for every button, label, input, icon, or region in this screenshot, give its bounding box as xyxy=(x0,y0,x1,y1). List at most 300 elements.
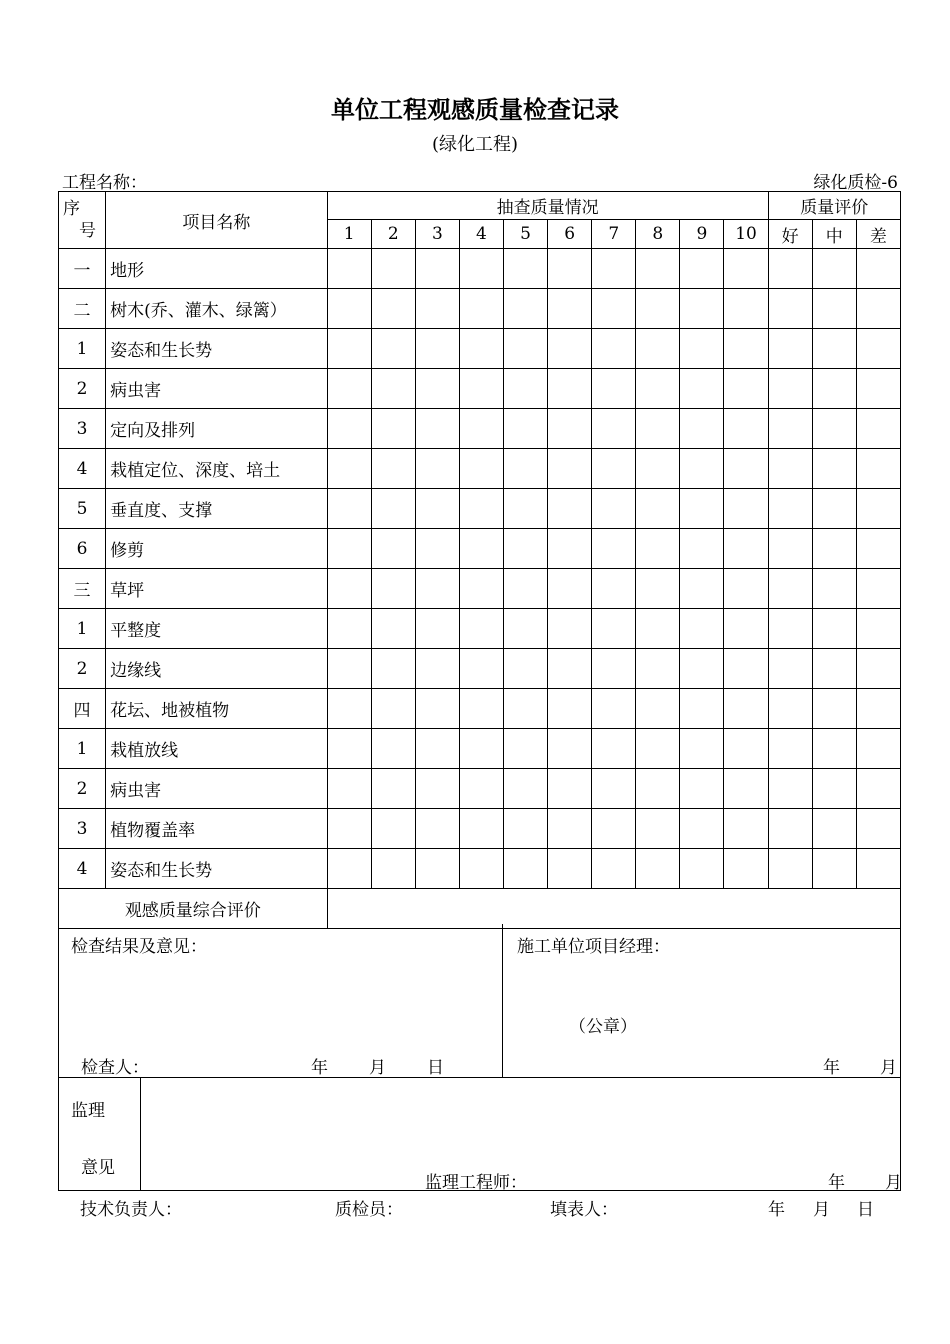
table-cell xyxy=(724,369,768,409)
row-seq: 二 xyxy=(59,289,106,329)
table-cell xyxy=(459,289,503,329)
table-cell xyxy=(592,289,636,329)
table-cell xyxy=(768,649,812,689)
table-row xyxy=(59,329,901,369)
table-cell xyxy=(459,449,503,489)
table-cell xyxy=(371,649,415,689)
table-cell xyxy=(724,449,768,489)
table-cell xyxy=(459,369,503,409)
table-cell xyxy=(592,409,636,449)
grade-column-1: 好 xyxy=(768,220,812,249)
inspection-result-label: 检查结果及意见： xyxy=(71,937,207,957)
table-cell xyxy=(856,249,900,289)
table-cell xyxy=(856,569,900,609)
table-cell xyxy=(636,529,680,569)
row-item-name: 平整度 xyxy=(106,609,328,649)
table-cell xyxy=(327,769,371,809)
table-cell xyxy=(812,249,856,289)
table-cell xyxy=(327,289,371,329)
table-cell xyxy=(504,569,548,609)
row-item-name: 垂直度、支撑 xyxy=(106,489,328,529)
table-cell xyxy=(592,649,636,689)
table-cell xyxy=(768,769,812,809)
table-cell xyxy=(592,729,636,769)
row-seq: 1 xyxy=(59,729,106,769)
table-cell xyxy=(415,289,459,329)
table-cell xyxy=(812,329,856,369)
table-cell xyxy=(592,369,636,409)
table-cell xyxy=(680,529,724,569)
table-cell xyxy=(680,329,724,369)
inspection-table xyxy=(58,191,901,929)
table-cell xyxy=(415,809,459,849)
table-cell xyxy=(636,489,680,529)
table-cell xyxy=(856,689,900,729)
table-cell xyxy=(327,249,371,289)
table-cell xyxy=(636,289,680,329)
table-cell xyxy=(724,609,768,649)
table-cell xyxy=(724,409,768,449)
table-cell xyxy=(548,849,592,889)
table-cell xyxy=(548,609,592,649)
footer-month: 月 xyxy=(813,1200,830,1220)
table-cell xyxy=(327,649,371,689)
table-cell xyxy=(812,489,856,529)
table-cell xyxy=(680,249,724,289)
table-cell xyxy=(768,529,812,569)
contractor-month: 月 xyxy=(880,1058,897,1078)
row-seq: 4 xyxy=(59,449,106,489)
table-row xyxy=(59,409,901,449)
table-cell xyxy=(724,689,768,729)
row-item-name: 边缘线 xyxy=(106,649,328,689)
table-cell xyxy=(812,689,856,729)
table-cell xyxy=(371,809,415,849)
row-seq: 四 xyxy=(59,689,106,729)
table-cell xyxy=(636,609,680,649)
table-cell xyxy=(636,729,680,769)
table-cell xyxy=(504,609,548,649)
table-cell xyxy=(812,769,856,809)
table-cell xyxy=(724,289,768,329)
table-cell xyxy=(459,489,503,529)
table-cell xyxy=(768,449,812,489)
table-cell xyxy=(504,489,548,529)
sample-column-8: 8 xyxy=(636,220,680,249)
table-cell xyxy=(856,809,900,849)
table-cell xyxy=(812,809,856,849)
row-seq: 2 xyxy=(59,369,106,409)
sample-column-5: 5 xyxy=(504,220,548,249)
table-cell xyxy=(371,689,415,729)
table-cell xyxy=(812,849,856,889)
table-cell xyxy=(724,329,768,369)
table-cell xyxy=(548,369,592,409)
row-item-name: 栽植放线 xyxy=(106,729,328,769)
table-cell xyxy=(636,369,680,409)
table-cell xyxy=(504,409,548,449)
sample-column-7: 7 xyxy=(592,220,636,249)
table-cell xyxy=(768,409,812,449)
table-cell xyxy=(504,729,548,769)
table-cell xyxy=(459,529,503,569)
supervision-label-line1: 监理 xyxy=(71,1101,105,1121)
table-cell xyxy=(327,329,371,369)
table-cell xyxy=(327,849,371,889)
table-cell xyxy=(415,249,459,289)
row-seq: 三 xyxy=(59,569,106,609)
table-cell xyxy=(680,609,724,649)
table-row xyxy=(59,249,901,289)
table-cell xyxy=(415,689,459,729)
table-cell xyxy=(856,609,900,649)
table-cell xyxy=(504,689,548,729)
table-cell xyxy=(680,649,724,689)
table-cell xyxy=(327,809,371,849)
table-cell xyxy=(856,369,900,409)
row-seq: 1 xyxy=(59,329,106,369)
item-name-header: 项目名称 xyxy=(106,192,328,249)
table-cell xyxy=(592,329,636,369)
row-item-name: 地形 xyxy=(106,249,328,289)
table-row xyxy=(59,289,901,329)
table-cell xyxy=(724,569,768,609)
contractor-manager-label: 施工单位项目经理： xyxy=(517,937,670,957)
row-item-name: 栽植定位、深度、培土 xyxy=(106,449,328,489)
table-cell xyxy=(548,489,592,529)
supervision-month: 月 xyxy=(885,1173,902,1193)
seq-header-line2: 号 xyxy=(79,221,96,241)
table-row xyxy=(59,489,901,529)
inspection-month: 月 xyxy=(369,1058,386,1078)
table-cell xyxy=(636,569,680,609)
table-cell xyxy=(327,569,371,609)
table-cell xyxy=(415,609,459,649)
table-cell xyxy=(812,289,856,329)
table-cell xyxy=(768,689,812,729)
table-cell xyxy=(371,609,415,649)
table-cell xyxy=(371,329,415,369)
table-cell xyxy=(856,489,900,529)
inspection-day: 日 xyxy=(427,1058,444,1078)
table-row xyxy=(59,529,901,569)
sampling-header: 抽查质量情况 xyxy=(327,192,768,220)
row-item-name: 树木(乔、灌木、绿篱） xyxy=(106,289,328,329)
overall-evaluation-value xyxy=(327,889,900,929)
section-divider xyxy=(502,924,503,1077)
table-row xyxy=(59,769,901,809)
supervision-section xyxy=(58,1077,901,1191)
supervision-divider xyxy=(140,1078,141,1190)
table-cell xyxy=(415,369,459,409)
table-cell xyxy=(548,449,592,489)
table-cell xyxy=(371,409,415,449)
table-cell xyxy=(768,729,812,769)
table-cell xyxy=(680,449,724,489)
table-cell xyxy=(548,529,592,569)
contractor-seal: （公章） xyxy=(569,1017,637,1037)
sample-column-6: 6 xyxy=(548,220,592,249)
table-cell xyxy=(415,729,459,769)
table-cell xyxy=(724,729,768,769)
table-cell xyxy=(459,569,503,609)
row-item-name: 病虫害 xyxy=(106,769,328,809)
row-item-name: 草坪 xyxy=(106,569,328,609)
sample-column-1: 1 xyxy=(327,220,371,249)
table-row xyxy=(59,689,901,729)
table-cell xyxy=(415,769,459,809)
table-cell xyxy=(327,729,371,769)
table-cell xyxy=(636,649,680,689)
project-name-label: 工程名称： xyxy=(62,173,147,193)
table-cell xyxy=(636,849,680,889)
row-item-name: 花坛、地被植物 xyxy=(106,689,328,729)
table-cell xyxy=(768,809,812,849)
table-cell xyxy=(504,329,548,369)
table-cell xyxy=(327,409,371,449)
table-cell xyxy=(812,409,856,449)
page-title: 单位工程观感质量检查记录 xyxy=(331,96,619,124)
table-cell xyxy=(724,489,768,529)
table-cell xyxy=(812,609,856,649)
table-cell xyxy=(548,769,592,809)
table-cell xyxy=(768,289,812,329)
table-cell xyxy=(592,529,636,569)
table-cell xyxy=(415,449,459,489)
table-cell xyxy=(636,689,680,729)
table-cell xyxy=(768,849,812,889)
table-cell xyxy=(371,369,415,409)
table-cell xyxy=(856,409,900,449)
table-cell xyxy=(768,609,812,649)
table-cell xyxy=(680,289,724,329)
table-cell xyxy=(812,569,856,609)
row-item-name: 姿态和生长势 xyxy=(106,849,328,889)
table-cell xyxy=(592,689,636,729)
row-seq: 3 xyxy=(59,809,106,849)
table-cell xyxy=(504,449,548,489)
table-cell xyxy=(812,529,856,569)
table-cell xyxy=(371,849,415,889)
table-cell xyxy=(371,249,415,289)
row-item-name: 植物覆盖率 xyxy=(106,809,328,849)
table-cell xyxy=(504,849,548,889)
table-cell xyxy=(327,449,371,489)
row-item-name: 定向及排列 xyxy=(106,409,328,449)
table-row xyxy=(59,569,901,609)
tech-lead-label: 技术负责人： xyxy=(80,1200,182,1220)
table-cell xyxy=(415,409,459,449)
table-cell xyxy=(680,729,724,769)
table-cell xyxy=(592,489,636,529)
table-cell xyxy=(548,809,592,849)
table-cell xyxy=(856,849,900,889)
seq-header xyxy=(59,192,106,249)
table-cell xyxy=(592,609,636,649)
evaluation-header: 质量评价 xyxy=(768,192,900,220)
table-cell xyxy=(415,529,459,569)
table-cell xyxy=(636,769,680,809)
table-cell xyxy=(812,649,856,689)
row-seq: 1 xyxy=(59,609,106,649)
sample-column-9: 9 xyxy=(680,220,724,249)
table-row xyxy=(59,609,901,649)
table-cell xyxy=(592,449,636,489)
page-subtitle: (绿化工程) xyxy=(431,134,519,155)
table-cell xyxy=(768,329,812,369)
supervision-year: 年 xyxy=(828,1173,845,1193)
table-cell xyxy=(459,409,503,449)
table-cell xyxy=(415,569,459,609)
table-cell xyxy=(856,289,900,329)
table-row xyxy=(59,449,901,489)
table-cell xyxy=(548,729,592,769)
row-item-name: 修剪 xyxy=(106,529,328,569)
table-cell xyxy=(459,849,503,889)
table-cell xyxy=(504,769,548,809)
row-seq: 3 xyxy=(59,409,106,449)
table-cell xyxy=(327,529,371,569)
inspector-label: 检查人： xyxy=(81,1058,149,1078)
table-cell xyxy=(504,649,548,689)
table-cell xyxy=(680,369,724,409)
table-cell xyxy=(327,489,371,529)
table-cell xyxy=(504,289,548,329)
table-row xyxy=(59,369,901,409)
form-code: 绿化质检-6 xyxy=(813,173,898,193)
table-cell xyxy=(724,769,768,809)
table-cell xyxy=(812,729,856,769)
row-item-name: 姿态和生长势 xyxy=(106,329,328,369)
table-cell xyxy=(415,649,459,689)
table-cell xyxy=(768,249,812,289)
table-cell xyxy=(680,769,724,809)
table-cell xyxy=(548,409,592,449)
table-cell xyxy=(548,249,592,289)
table-cell xyxy=(680,569,724,609)
grade-column-3: 差 xyxy=(856,220,900,249)
table-cell xyxy=(724,649,768,689)
table-cell xyxy=(548,569,592,609)
table-cell xyxy=(592,769,636,809)
table-cell xyxy=(856,729,900,769)
table-cell xyxy=(856,649,900,689)
table-cell xyxy=(548,329,592,369)
table-cell xyxy=(592,249,636,289)
table-cell xyxy=(327,609,371,649)
table-cell xyxy=(548,689,592,729)
table-cell xyxy=(371,729,415,769)
table-cell xyxy=(415,849,459,889)
seq-header-line1: 序 xyxy=(63,199,80,219)
table-cell xyxy=(459,329,503,369)
table-cell xyxy=(371,569,415,609)
table-cell xyxy=(636,329,680,369)
table-cell xyxy=(636,249,680,289)
footer-year: 年 xyxy=(768,1200,785,1220)
table-cell xyxy=(459,809,503,849)
table-row xyxy=(59,649,901,689)
table-cell xyxy=(856,449,900,489)
table-cell xyxy=(856,529,900,569)
table-cell xyxy=(680,409,724,449)
table-cell xyxy=(636,449,680,489)
table-cell xyxy=(592,809,636,849)
row-seq: 2 xyxy=(59,649,106,689)
table-row xyxy=(59,849,901,889)
table-cell xyxy=(371,449,415,489)
table-cell xyxy=(636,409,680,449)
table-cell xyxy=(371,289,415,329)
table-cell xyxy=(768,489,812,529)
table-cell xyxy=(680,849,724,889)
table-cell xyxy=(724,249,768,289)
table-row xyxy=(59,729,901,769)
table-cell xyxy=(459,609,503,649)
row-item-name: 病虫害 xyxy=(106,369,328,409)
table-cell xyxy=(504,249,548,289)
table-cell xyxy=(724,809,768,849)
table-cell xyxy=(680,689,724,729)
table-cell xyxy=(548,289,592,329)
table-cell xyxy=(371,529,415,569)
table-cell xyxy=(415,489,459,529)
row-seq: 4 xyxy=(59,849,106,889)
table-cell xyxy=(856,769,900,809)
table-cell xyxy=(371,489,415,529)
table-cell xyxy=(504,529,548,569)
table-cell xyxy=(812,449,856,489)
table-cell xyxy=(856,329,900,369)
table-cell xyxy=(459,689,503,729)
table-cell xyxy=(636,809,680,849)
table-cell xyxy=(327,369,371,409)
grade-column-2: 中 xyxy=(812,220,856,249)
table-cell xyxy=(504,369,548,409)
table-cell xyxy=(415,329,459,369)
filler-label: 填表人： xyxy=(550,1200,618,1220)
sample-column-2: 2 xyxy=(371,220,415,249)
overall-evaluation-label: 观感质量综合评价 xyxy=(59,889,328,929)
table-cell xyxy=(371,769,415,809)
table-cell xyxy=(812,369,856,409)
sample-column-3: 3 xyxy=(415,220,459,249)
table-cell xyxy=(548,649,592,689)
row-seq: 2 xyxy=(59,769,106,809)
inspection-section xyxy=(58,924,901,1078)
sample-column-4: 4 xyxy=(459,220,503,249)
table-cell xyxy=(724,849,768,889)
table-cell xyxy=(768,569,812,609)
table-cell xyxy=(459,729,503,769)
inspection-year: 年 xyxy=(311,1058,328,1078)
row-seq: 一 xyxy=(59,249,106,289)
footer-day: 日 xyxy=(857,1200,874,1220)
table-cell xyxy=(592,569,636,609)
contractor-year: 年 xyxy=(823,1058,840,1078)
overall-row xyxy=(59,889,901,929)
table-cell xyxy=(459,249,503,289)
row-seq: 6 xyxy=(59,529,106,569)
table-row xyxy=(59,809,901,849)
supervision-label-line2: 意见 xyxy=(81,1158,115,1178)
table-cell xyxy=(768,369,812,409)
table-cell xyxy=(459,769,503,809)
table-cell xyxy=(680,489,724,529)
table-cell xyxy=(592,849,636,889)
table-cell xyxy=(724,529,768,569)
quality-inspector-label: 质检员： xyxy=(335,1200,403,1220)
